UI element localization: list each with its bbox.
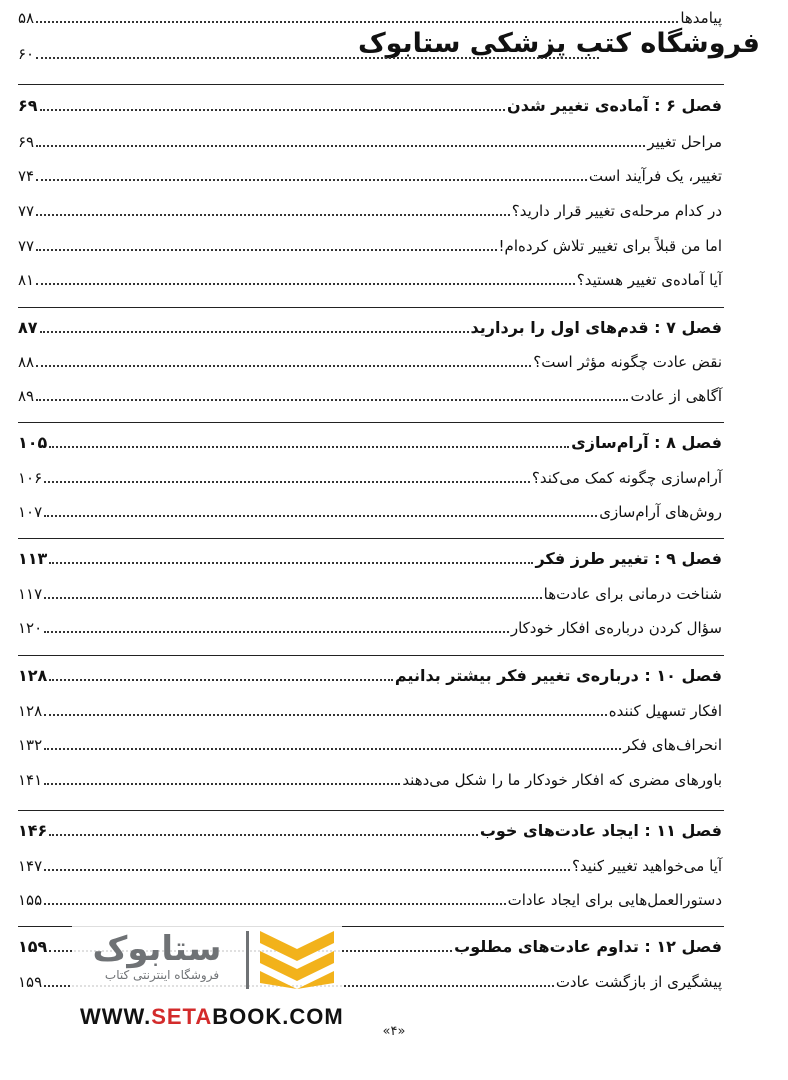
toc-entry-title: شناخت درمانی برای عادت‌ها	[543, 585, 722, 603]
dot-leader	[40, 109, 506, 111]
toc-entry-page: ۱۴۷	[18, 857, 43, 875]
dot-leader	[44, 631, 509, 633]
toc-chapter-page: ۱۲۸	[18, 666, 48, 685]
store-watermark-title: فروشگاه کتب پزشکی ستابوک	[357, 28, 760, 59]
section-divider	[18, 655, 724, 656]
toc-entry-page: ۱۳۲	[18, 736, 43, 754]
dot-leader	[36, 57, 599, 59]
toc-chapter-page: ۱۵۹	[18, 937, 48, 956]
toc-chapter-title: فصل ۷ : قدم‌های اول را بردارید	[470, 318, 722, 337]
toc-entry-title: پیشگیری از بازگشت عادت	[555, 973, 722, 991]
logo-name: ستابوک	[92, 929, 222, 969]
toc-chapter	[18, 314, 722, 338]
dot-leader	[36, 214, 510, 216]
toc-entry-title: باورهای مضری که افکار خودکار ما را شکل می‌دهند	[402, 771, 722, 789]
toc-entry	[18, 266, 722, 290]
dot-leader	[36, 283, 575, 285]
toc-entry-title: روش‌های آرام‌سازی	[599, 503, 722, 521]
toc-entry	[18, 731, 722, 755]
toc-entry-title: آرام‌سازی چگونه کمک می‌کند؟	[531, 469, 722, 487]
toc-entry	[18, 464, 722, 488]
toc-entry	[18, 232, 722, 256]
dot-leader	[44, 869, 570, 871]
toc-entry-title: در کدام مرحله‌ی تغییر قرار دارید؟	[511, 202, 722, 220]
toc-entry-page: ۶۰	[18, 45, 35, 63]
website-suffix: BOOK.COM	[212, 1004, 344, 1029]
toc-entry-title: دستورالعمل‌هایی برای ایجاد عادات	[507, 891, 722, 909]
toc-entry	[18, 382, 722, 406]
toc-chapter	[18, 817, 722, 841]
toc-entry-page: ۱۰۷	[18, 503, 43, 521]
toc-entry-page: ۸۸	[18, 353, 35, 371]
toc-entry-page: ۷۷	[18, 237, 35, 255]
toc-entry-page: ۸۱	[18, 271, 35, 289]
toc-entry-page: ۱۴۱	[18, 771, 43, 789]
toc-chapter-title: فصل ۱۲ : تداوم عادت‌های مطلوب	[454, 937, 722, 956]
toc-chapter-page: ۱۱۳	[18, 549, 48, 568]
toc-entry-title: آیا آماده‌ی تغییر هستید؟	[576, 271, 722, 289]
dot-leader	[49, 446, 569, 448]
toc-entry-title: پیامدها	[680, 9, 722, 27]
toc-entry-title: نقض عادت چگونه مؤثر است؟	[533, 353, 722, 371]
dot-leader	[44, 748, 621, 750]
toc-chapter-page: ۱۴۶	[18, 821, 48, 840]
dot-leader	[36, 249, 496, 251]
dot-leader	[40, 331, 469, 333]
dot-leader	[36, 179, 587, 181]
toc-entry-page: ۱۵۹	[18, 973, 43, 991]
toc-entry	[18, 886, 722, 910]
toc-chapter	[18, 92, 722, 116]
toc-entry	[18, 40, 722, 64]
toc-entry-page: ۱۵۵	[18, 891, 43, 909]
toc-chapter-title: فصل ۸ : آرام‌سازی	[571, 433, 722, 452]
toc-entry-title: انحراف‌های فکر	[623, 736, 722, 754]
toc-entry	[18, 614, 722, 638]
toc-entry	[18, 580, 722, 604]
toc-entry-page: ۱۲۸	[18, 702, 43, 720]
toc-chapter	[18, 662, 722, 686]
dot-leader	[36, 145, 645, 147]
logo-subtitle: فروشگاه اینترنتی کتاب	[104, 968, 220, 982]
toc-chapter-page: ۱۰۵	[18, 433, 48, 452]
toc-entry	[18, 766, 722, 790]
website-prefix: WWW.	[80, 1004, 152, 1029]
section-divider	[18, 422, 724, 423]
toc-chapter-title: فصل ۱۰ : درباره‌ی تغییر فکر بیشتر بدانیم	[394, 666, 722, 685]
toc-entry	[18, 162, 722, 186]
dot-leader	[36, 365, 531, 367]
toc-entry-title: آگاهی از عادت	[630, 387, 722, 405]
dot-leader	[36, 21, 678, 23]
section-divider	[18, 307, 724, 308]
toc-entry-page: ۷۷	[18, 202, 35, 220]
section-divider	[18, 538, 724, 539]
section-divider	[18, 84, 724, 85]
toc-entry-page: ۱۲۰	[18, 619, 43, 637]
toc-chapter	[18, 545, 722, 569]
toc-chapter-page: ۸۷	[18, 318, 38, 337]
toc-entry-title: افکار تسهیل کننده	[608, 702, 722, 720]
toc-entry-page: ۷۴	[18, 167, 35, 185]
toc-entry-page: ۱۰۶	[18, 469, 43, 487]
website-highlight: SETA	[151, 1004, 213, 1029]
dot-leader	[36, 399, 628, 401]
toc-chapter-page: ۶۹	[18, 96, 38, 115]
toc-chapter	[18, 429, 722, 453]
toc-entry	[18, 4, 722, 28]
page-number: «۴»	[382, 1024, 406, 1039]
toc-entry	[18, 697, 722, 721]
dot-leader	[49, 679, 393, 681]
dot-leader	[49, 834, 478, 836]
dot-leader	[44, 714, 607, 716]
section-divider	[18, 810, 724, 811]
toc-entry-title: سؤال کردن درباره‌ی افکار خودکار	[510, 619, 722, 637]
toc-entry-title: مراحل تغییر	[647, 133, 722, 151]
toc-entry-title: آیا می‌خواهید تغییر کنید؟	[571, 857, 722, 875]
toc-entry-page: ۶۹	[18, 133, 35, 151]
toc-entry-page: ۸۹	[18, 387, 35, 405]
dot-leader	[44, 903, 505, 905]
toc-chapter-title: فصل ۹ : تغییر طرز فکر	[535, 549, 722, 568]
dot-leader	[44, 597, 541, 599]
toc-entry	[18, 498, 722, 522]
toc-entry-title: اما من قبلاً برای تغییر تلاش کرده‌ام!	[498, 237, 722, 255]
dot-leader	[49, 562, 533, 564]
dot-leader	[44, 515, 597, 517]
toc-entry	[18, 197, 722, 221]
toc-entry-page: ۵۸	[18, 9, 35, 27]
toc-entry	[18, 128, 722, 152]
toc-chapter-title: فصل ۱۱ : ایجاد عادت‌های خوب	[479, 821, 722, 840]
toc-entry-title: تغییر، یک فرآیند است	[588, 167, 722, 185]
dot-leader	[44, 481, 530, 483]
toc-entry	[18, 852, 722, 876]
dot-leader	[44, 783, 400, 785]
toc-entry-page: ۱۱۷	[18, 585, 43, 603]
toc-entry	[18, 348, 722, 372]
toc-chapter-title: فصل ۶ : آماده‌ی تغییر شدن	[507, 96, 722, 115]
